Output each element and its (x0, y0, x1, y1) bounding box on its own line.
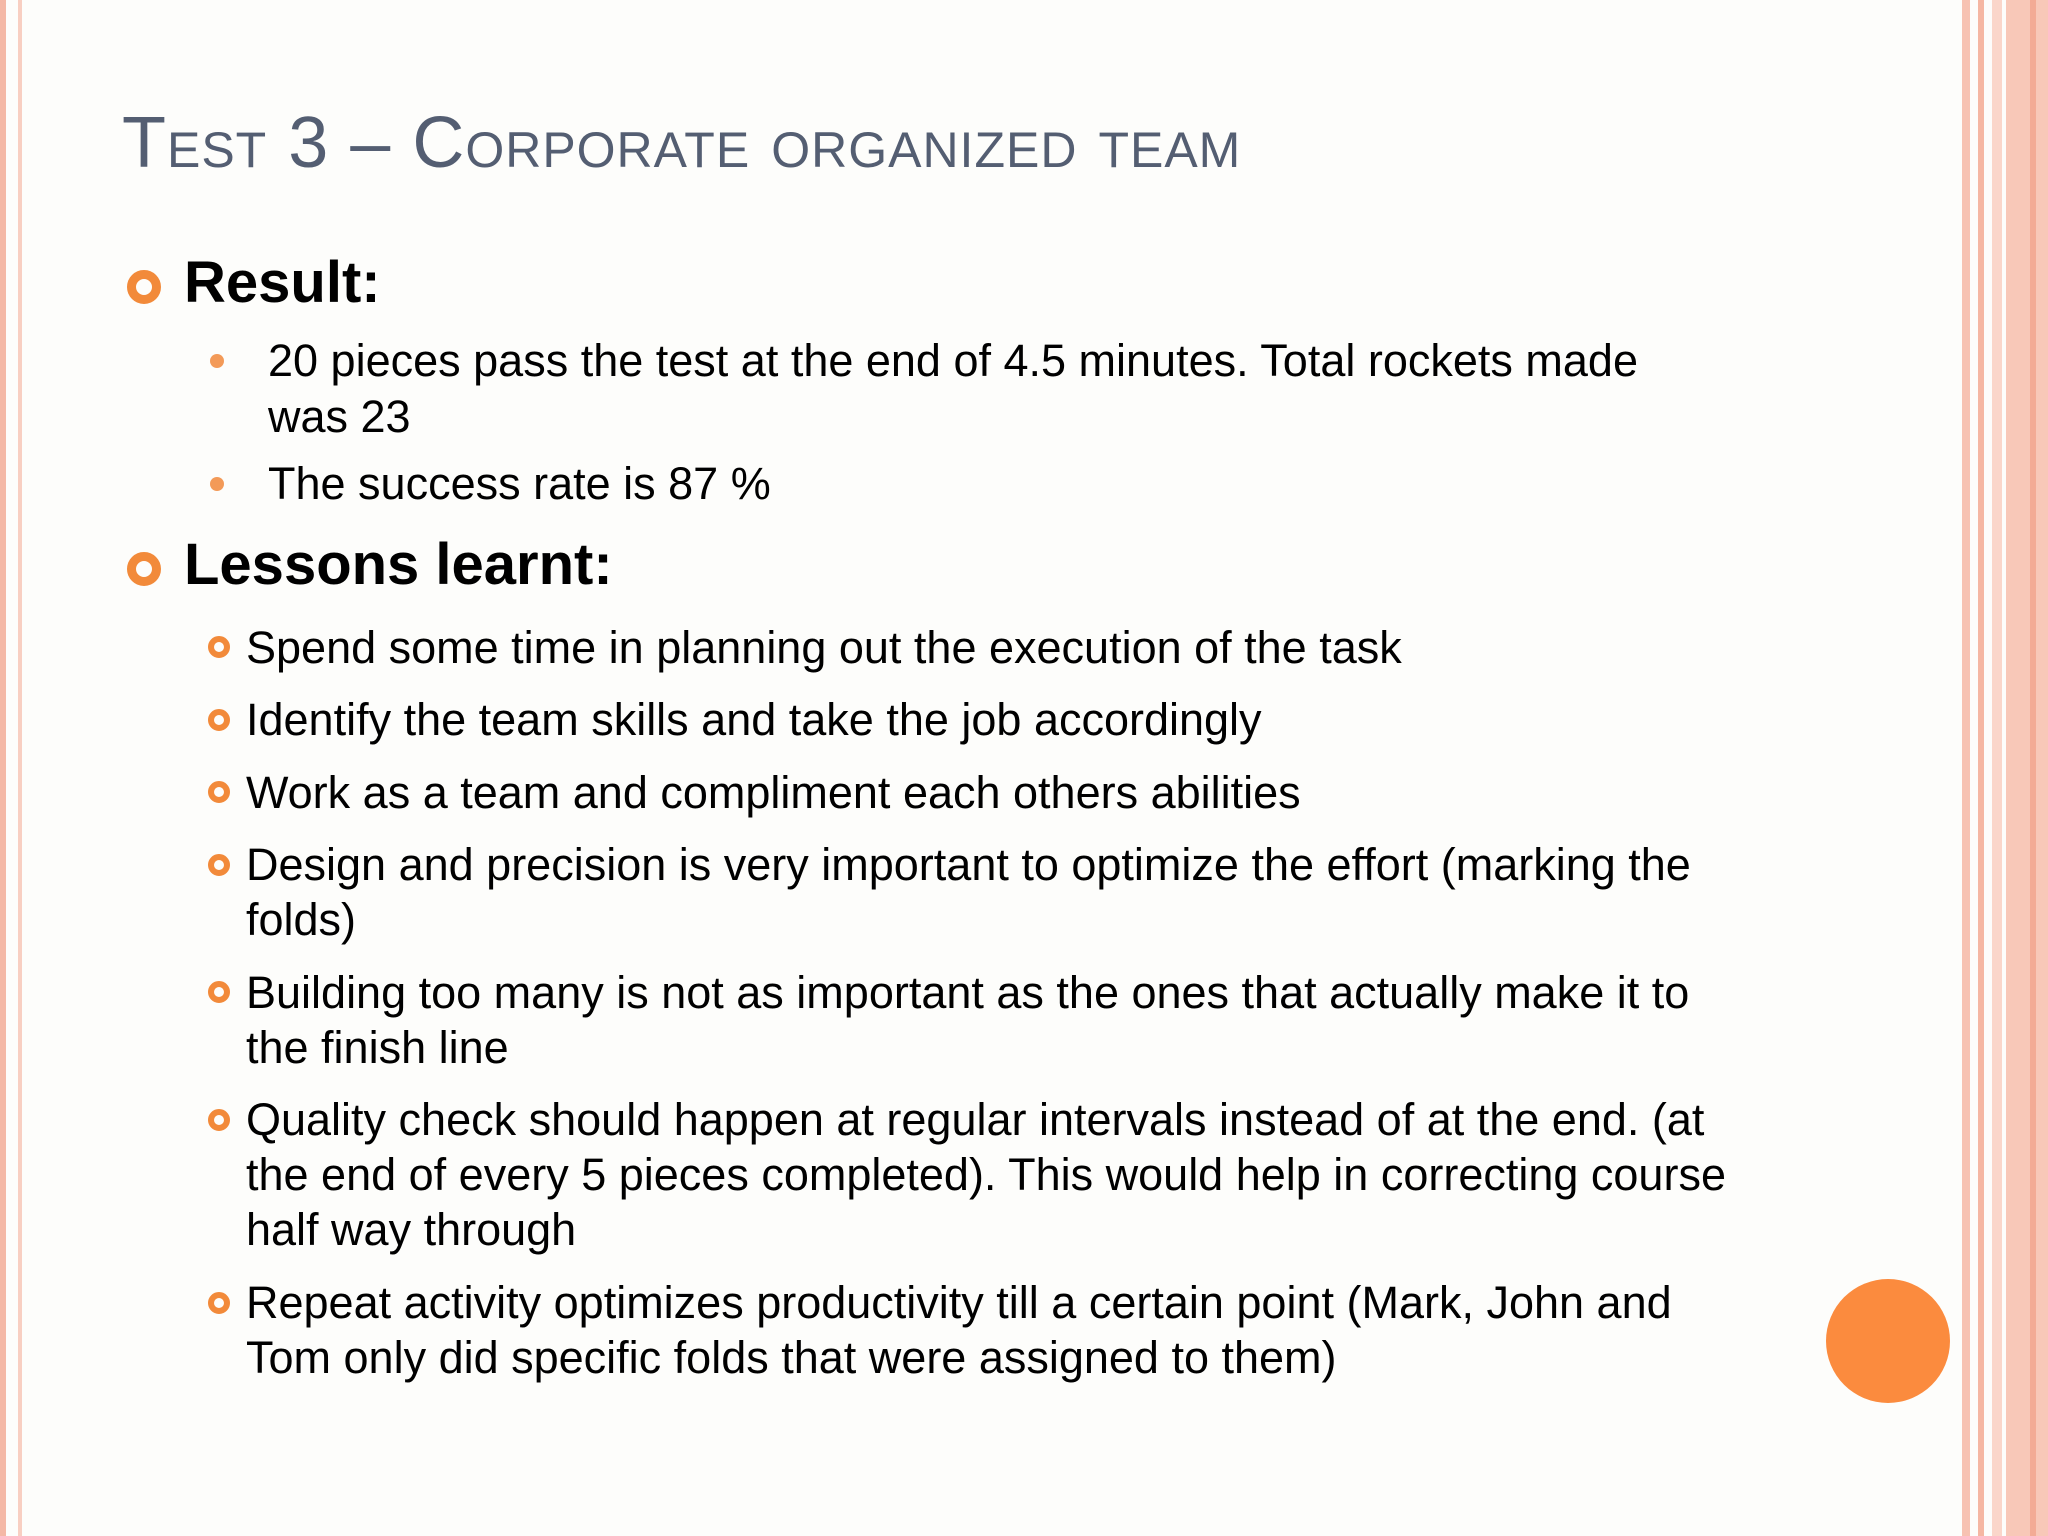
ring-bullet-icon (208, 781, 230, 803)
section-heading-lessons: Lessons learnt: (184, 532, 613, 597)
left-border-stripe-inner (18, 0, 22, 1536)
ring-bullet-icon (208, 709, 230, 731)
right-border-stripe (1978, 0, 1984, 1536)
ring-bullet-icon (127, 552, 161, 586)
result-bullet: The success rate is 87 % (268, 458, 771, 509)
ring-bullet-icon (208, 636, 230, 658)
result-bullet: 20 pieces pass the test at the end of 4.5 minutes. Total rockets made was 23 (268, 335, 1638, 442)
lesson-item: Identify the team skills and take the job accordingly (246, 694, 1262, 745)
lesson-item: Quality check should happen at regular intervals instead of at the end. (at the end of every 5 pieces completed). This would help in correcting course half way through (246, 1094, 1726, 1255)
ring-bullet-icon (127, 270, 161, 304)
lesson-item: Building too many is not as important as the ones that actually make it to the finish line (246, 967, 1690, 1073)
lesson-item: Repeat activity optimizes productivity till a certain point (Mark, John and Tom only did specific folds that were assigned to them) (246, 1277, 1672, 1383)
ring-bullet-icon (208, 1109, 230, 1131)
ring-bullet-icon (208, 854, 230, 876)
lesson-item: Spend some time in planning out the execution of the task (246, 622, 1402, 673)
right-border-stripe (1962, 0, 1970, 1536)
right-border-stripe (2030, 0, 2036, 1536)
lesson-item: Work as a team and compliment each others abilities (246, 767, 1301, 818)
dot-bullet-icon (210, 477, 224, 491)
ring-bullet-icon (208, 1292, 230, 1314)
section-heading-result: Result: (184, 250, 381, 315)
left-border-stripe (0, 0, 6, 1536)
slide-title: Test 3 – Corporate organized team (122, 103, 1242, 183)
lesson-item: Design and precision is very important to optimize the effort (marking the folds) (246, 839, 1691, 945)
dot-bullet-icon (210, 354, 224, 368)
decorative-orange-circle (1826, 1279, 1950, 1403)
ring-bullet-icon (208, 981, 230, 1003)
right-border-band (2006, 0, 2048, 1536)
right-border-stripe (1992, 0, 2002, 1536)
